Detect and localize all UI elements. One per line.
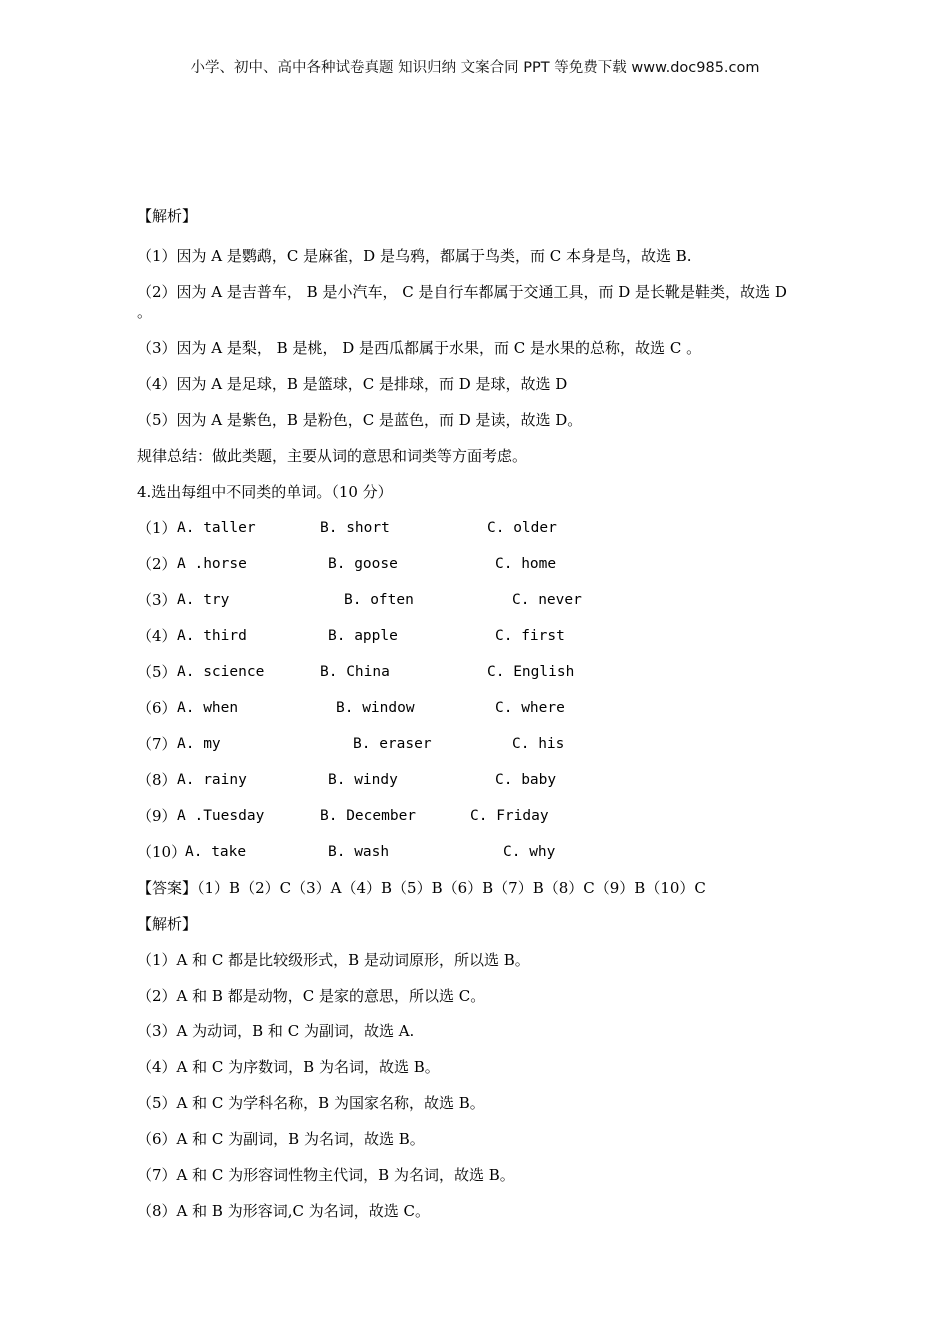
question-row [137, 806, 817, 826]
analysis-item: （8）A 和 B 为形容词,C 为名词，故选 C。 [137, 1202, 430, 1220]
question-number: （9） [137, 807, 177, 825]
option-b: B. apple [328, 628, 398, 644]
option-b: B. windy [328, 772, 398, 788]
option-b: B. wash [328, 844, 390, 860]
option-a: A. science [177, 664, 265, 680]
analysis-item: （5）A 和 C 为学科名称，B 为国家名称，故选 B。 [137, 1094, 485, 1112]
site-header: 小学、初中、高中各种试卷真题 知识归纳 文案合同 PPT 等免费下载 www.doc985.com [190, 60, 760, 76]
option-a: A. when [177, 700, 239, 716]
option-b: B. window [336, 700, 415, 716]
question-row [137, 698, 817, 718]
question-number: （1） [137, 519, 177, 537]
analysis-item: （3）A 为动词，B 和 C 为副词，故选 A. [137, 1022, 415, 1040]
option-b: B. eraser [353, 736, 432, 752]
option-a: A. take [185, 844, 247, 860]
option-c: C. never [512, 592, 582, 608]
option-c: C. why [503, 844, 556, 860]
option-b: B. often [344, 592, 414, 608]
option-b: B. China [320, 664, 390, 680]
option-b: B. goose [328, 556, 398, 572]
option-c: C. Friday [470, 808, 549, 824]
option-a: A. my [177, 736, 221, 752]
analysis-item: （2）A 和 B 都是动物，C 是家的意思，所以选 C。 [137, 987, 486, 1005]
option-c: C. older [487, 520, 557, 536]
option-c: C. first [495, 628, 565, 644]
question-number: （4） [137, 627, 177, 645]
option-c: C. home [495, 556, 557, 572]
question-row [137, 842, 817, 862]
question-number: （10） [137, 843, 187, 861]
option-b: B. December [320, 808, 417, 824]
question-number: （2） [137, 555, 177, 573]
option-b: B. short [320, 520, 390, 536]
option-a: A .horse [177, 556, 247, 572]
option-a: A. rainy [177, 772, 247, 788]
question-row [137, 590, 817, 610]
question-row [137, 770, 817, 790]
analysis-item: （5）因为 A 是紫色，B 是粉色，C 是蓝色，而 D 是读，故选 D。 [137, 411, 583, 429]
analysis-item: （6）A 和 C 为副词，B 为名词，故选 B。 [137, 1130, 425, 1148]
analysis-item: （4）A 和 C 为序数词，B 为名词，故选 B。 [137, 1058, 440, 1076]
analysis-item: （7）A 和 C 为形容词性物主代词，B 为名词，故选 B。 [137, 1166, 515, 1184]
question-number: （6） [137, 699, 177, 717]
analysis-item: （1）A 和 C 都是比较级形式，B 是动词原形，所以选 B。 [137, 951, 530, 969]
option-a: A. taller [177, 520, 256, 536]
analysis-item: （2）因为 A 是吉普车， B 是小汽车， C 是自行车都属于交通工具，而 D 是长靴是鞋类，故选 D 。 [137, 283, 787, 321]
question-number: （3） [137, 591, 177, 609]
question-title: 4.选出每组中不同类的单词。（10 分） [137, 483, 393, 501]
option-a: A .Tuesday [177, 808, 265, 824]
option-c: C. where [495, 700, 565, 716]
rule-summary: 规律总结：做此类题，主要从词的意思和词类等方面考虑。 [137, 447, 528, 465]
option-c: C. baby [495, 772, 557, 788]
question-number: （8） [137, 771, 177, 789]
analysis-item: （3）因为 A 是梨， B 是桃， D 是西瓜都属于水果，而 C 是水果的总称，故选 C 。 [137, 339, 702, 357]
question-row [137, 626, 817, 646]
option-a: A. try [177, 592, 230, 608]
analysis-title: 【解析】 [137, 915, 198, 933]
answer-line: 【答案】（1）B（2）C（3）A（4）B（5）B（6）B（7）B（8）C（9）B（10）C [137, 879, 706, 897]
question-row [137, 734, 817, 754]
question-row [137, 518, 817, 538]
option-a: A. third [177, 628, 247, 644]
option-c: C. his [512, 736, 565, 752]
analysis-item: （1）因为 A 是鹦鹉，C 是麻雀，D 是乌鸦，都属于鸟类，而 C 本身是鸟，故选 B. [137, 247, 692, 265]
question-row [137, 662, 817, 682]
analysis-title: 【解析】 [137, 207, 198, 225]
question-number: （7） [137, 735, 177, 753]
option-c: C. English [487, 664, 575, 680]
question-number: （5） [137, 663, 177, 681]
question-row [137, 554, 817, 574]
analysis-item: （4）因为 A 是足球，B 是篮球，C 是排球，而 D 是球，故选 D [137, 375, 568, 393]
